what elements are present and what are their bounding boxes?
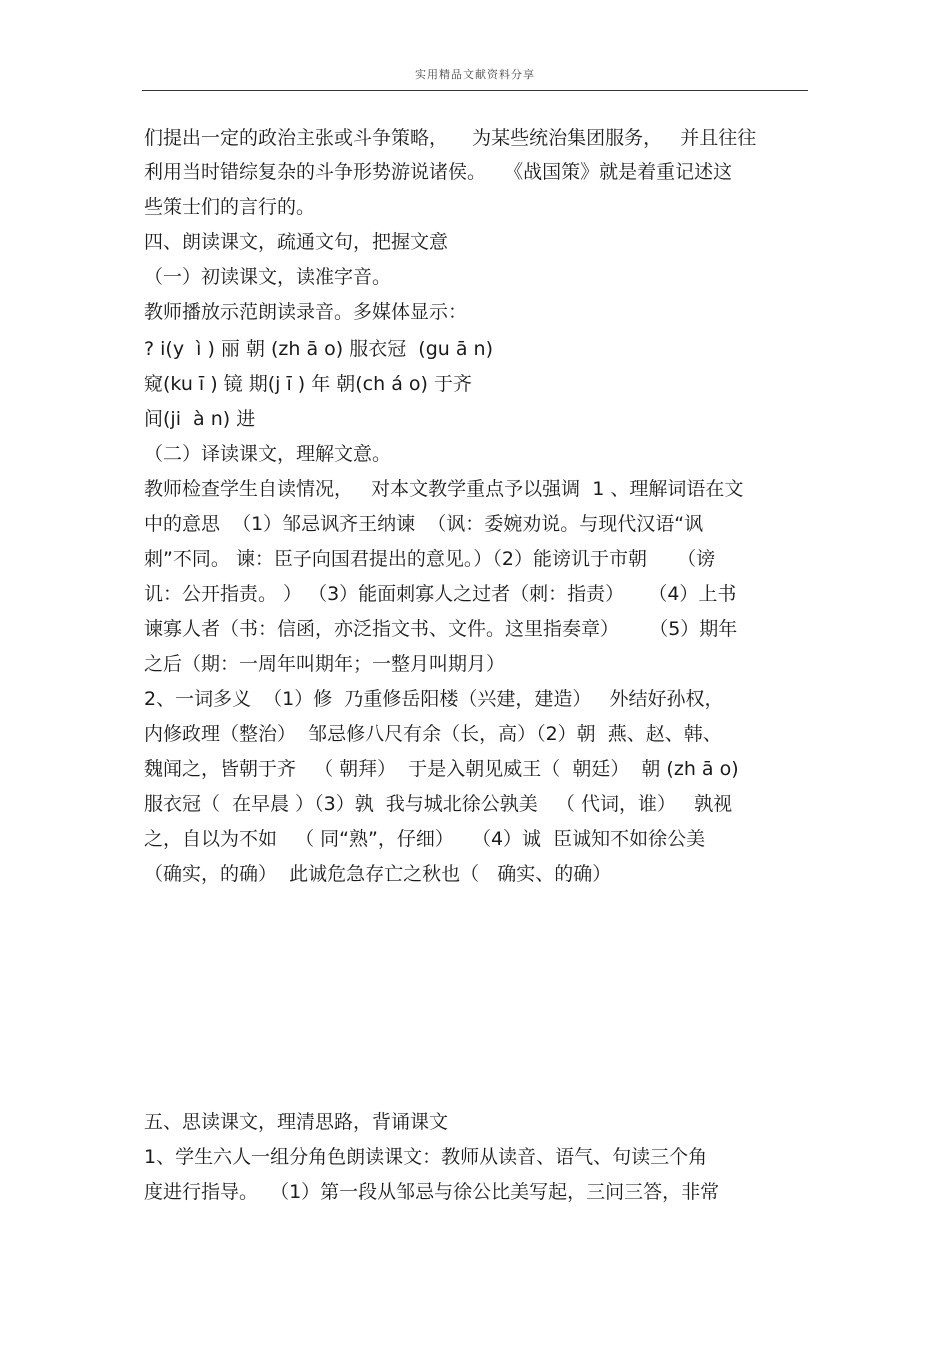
text-line: 服衣冠（ 在早晨 ）（3）孰 我与城北徐公孰美 （ 代词，谁） 孰视	[144, 793, 733, 815]
text-line: 教师播放示范朗读录音。多媒体显示：	[144, 301, 468, 323]
text-line: 内修政理（整治） 邹忌修八尺有余（长，高）（2）朝 燕、赵、韩、	[144, 723, 722, 745]
subsection-heading: （一）初读课文，读准字音。	[144, 266, 392, 288]
text-line: 些策士们的言行的。	[144, 196, 316, 218]
header-divider	[142, 90, 808, 91]
section-heading: 四、朗读课文，疏通文句，把握文意	[144, 231, 449, 253]
text-line: 魏闻之，皆朝于齐 （ 朝拜） 于是入朝见威王（ 朝廷） 朝 (zh ā o)	[144, 758, 739, 780]
page-header: 实用精品文献资料分享	[415, 68, 535, 81]
pinyin-line: 间(ji à n) 进	[144, 408, 256, 430]
text-line: 谏寡人者（书：信函，亦泛指文书、文件。这里指奏章） （5）期年	[144, 618, 738, 640]
section-heading: 五、思读课文，理清思路，背诵课文	[144, 1111, 449, 1133]
text-line: 之后（期：一周年叫期年；一整月叫期月）	[144, 653, 506, 675]
text-line: 刺”不同。 谏：臣子向国君提出的意见。）（2）能谤讥于市朝 （谤	[144, 548, 716, 570]
text-line: 2、一词多义 （1）修 乃重修岳阳楼（兴建，建造） 外结好孙权，	[144, 688, 724, 710]
text-line: 度进行指导。 （1）第一段从邹忌与徐公比美写起，三问三答，非常	[144, 1181, 720, 1203]
subsection-heading: （二）译读课文，理解文意。	[144, 443, 392, 465]
pinyin-line: 窥(ku ī ) 镜 期(j ī ) 年 朝(ch á o) 于齐	[144, 373, 472, 395]
pinyin-line: ? i(y ì ) 丽 朝 (zh ā o) 服衣冠 (gu ā n)	[144, 338, 493, 360]
text-line: 之，自以为不如 （ 同“熟”，仔细） （4）诚 臣诚知不如徐公美	[144, 828, 706, 850]
text-line: 们提出一定的政治主张或斗争策略， 为某些统治集团服务， 并且往往	[144, 127, 757, 149]
text-line: 利用当时错综复杂的斗争形势游说诸侯。 《战国策》就是着重记述这	[144, 161, 733, 183]
text-line: 中的意思 （1）邹忌讽齐王纳谏 （讽：委婉劝说。与现代汉语“讽	[144, 513, 704, 535]
text-line: 1、学生六人一组分角色朗读课文：教师从读音、语气、句读三个角	[144, 1146, 708, 1168]
text-line: 教师检查学生自读情况， 对本文教学重点予以强调 1 、理解词语在文	[144, 478, 744, 500]
text-line: 讥：公开指责。 ） （3）能面刺寡人之过者（刺：指责） （4）上书	[144, 583, 737, 605]
text-line: （确实，的确） 此诚危急存亡之秋也（ 确实、的确）	[144, 863, 612, 885]
